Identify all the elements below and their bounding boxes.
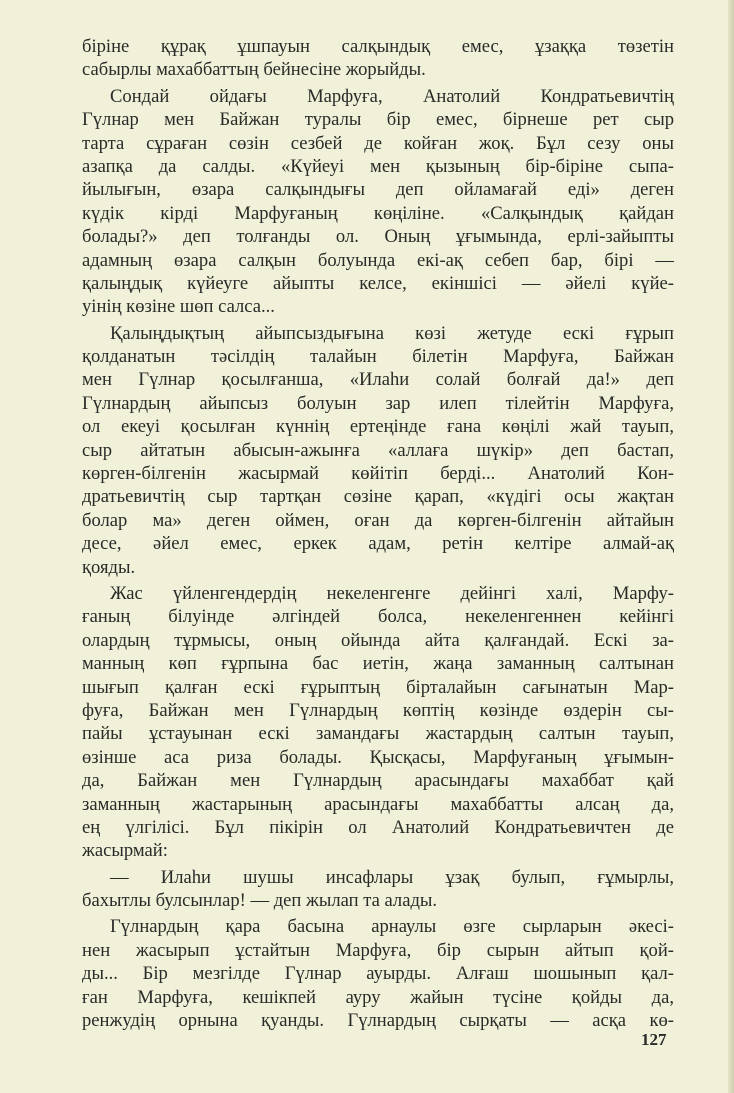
text-line: қояды. (82, 556, 136, 578)
text-line: да, Байжан мен Гүлнардың арасындағы махаббат қай (82, 770, 674, 792)
text-line: йылығын, өзара салқындығы деп ойламағай еді» деген (82, 179, 674, 201)
text-line: ең үлгілісі. Бұл пікірін ол Анатолий Кондратьевичтен де (82, 816, 674, 838)
text-line: заманның жастарының арасындағы махаббатты алсаң да, (82, 793, 674, 815)
text-line: өзінше аса риза болады. Қысқасы, Марфуғаның ұғымын- (82, 746, 674, 768)
page-number: 127 (641, 1030, 667, 1049)
text-line: — Илаһи шушы инсафлары ұзақ булып, ғұмырлы, (110, 866, 674, 888)
text-line: ренжудің орнына қуанды. Гүлнардың сырқаты — асқа кө- (82, 1010, 674, 1032)
body-text (82, 35, 674, 1032)
text-line: пайы ұстауынан ескі замандағы жастардың салтын тауып, (82, 723, 674, 745)
text-line: тарта сұраған сөзін сезбей де койған жоқ. Бұл сезу оны (82, 132, 674, 154)
text-line: нен жасырып ұстайтын Марфуға, бір сырын айтып қой- (82, 939, 674, 961)
text-line: сабырлы махаббаттың бейнесіне жорыйды. (82, 59, 426, 81)
text-line: Сондай ойдағы Марфуға, Анатолий Кондратьевичтің (110, 85, 674, 107)
text-line: біріне құрақ ұшпауын салқындық емес, ұзаққа төзетін (82, 36, 674, 57)
text-line: қолданатын тәсілдің талайын білетін Марфуға, Байжан (82, 346, 674, 368)
text-line: азапқа да салды. «Күйеуі мен қызының бір-біріне сыпа- (82, 155, 674, 177)
text-line: шығып қалған ескі ғұрыптың бірталайын сағынатын Мар- (82, 676, 674, 698)
text-line: Гүлнар мен Байжан туралы бір емес, бірнеше рет сыр (82, 109, 674, 131)
text-line: десе, әйел емес, еркек адам, ретін келтіре алмай-ақ (82, 533, 674, 555)
text-line: ған Марфуға, кешікпей ауру жайын түсіне қойды да, (82, 986, 674, 1008)
text-line: Қалыңдықтың айыпсыздығына көзі жетуде ескі ғұрып (110, 322, 674, 344)
text-line: фуға, Байжан мен Гүлнардың көптің көзінде өздерін сы- (82, 699, 674, 721)
text-line: ғаның білуінде әлгіндей болса, некеленгеннен кейінгі (82, 606, 674, 628)
text-line: адамның өзара салқын болуында екі-ақ себеп бар, бірі — (82, 249, 674, 271)
text-line: манның көп ғұрпына бас иетін, жаңа заманның салтынан (82, 653, 674, 675)
text-line: күдік кірді Марфуғаның көңіліне. «Салқындық қайдан (82, 202, 674, 224)
text-line: Гүлнардың қара басына арнаулы өзге сырларын әкесі- (110, 916, 674, 938)
text-line: сыр айтатын абысын-ажынға «аллаға шүкір» деп бастап, (82, 439, 674, 461)
text-line: ды... Бір мезгілде Гүлнар ауырды. Алғаш шошынып қал- (82, 963, 674, 985)
text-line: болады?» деп толғанды ол. Оның ұғымында, ерлі-зайыпты (82, 226, 674, 248)
text-line: мен Гүлнар қосылғанша, «Илаһи солай болғай да!» деп (82, 369, 674, 391)
page-edge (728, 0, 734, 1093)
text-line: уінің көзіне шөп салса... (82, 296, 275, 318)
text-line: көрген-білгенін жасырмай көйітіп берді... Анатолий Кон- (82, 463, 674, 485)
text-line: ол екеуі қосылған күннің ертеңінде ғана көңілі жай тауып, (82, 416, 674, 438)
text-line: дратьевичтің сыр тартқан сөзіне қарап, «күдігі осы жақтан (82, 486, 674, 508)
text-line: жасырмай: (82, 840, 168, 862)
text-line: бахытлы булсынлар! — деп жылап та алады. (82, 890, 438, 912)
text-line: Гүлнардың айыпсыз болуын зар илеп тілейтін Марфуға, (82, 392, 674, 414)
text-line: қалыңдық күйеуге айыпты келсе, екіншісі — әйелі күйе- (82, 272, 674, 294)
text-line: олардың тұрмысы, оның ойында айта қалғандай. Ескі за- (82, 629, 674, 651)
text-line: болар ма» деген оймен, оған да көрген-білгенін айтайын (82, 509, 674, 531)
text-line: Жас үйленгендердің некеленгенге дейінгі халі, Марфу- (110, 582, 674, 604)
